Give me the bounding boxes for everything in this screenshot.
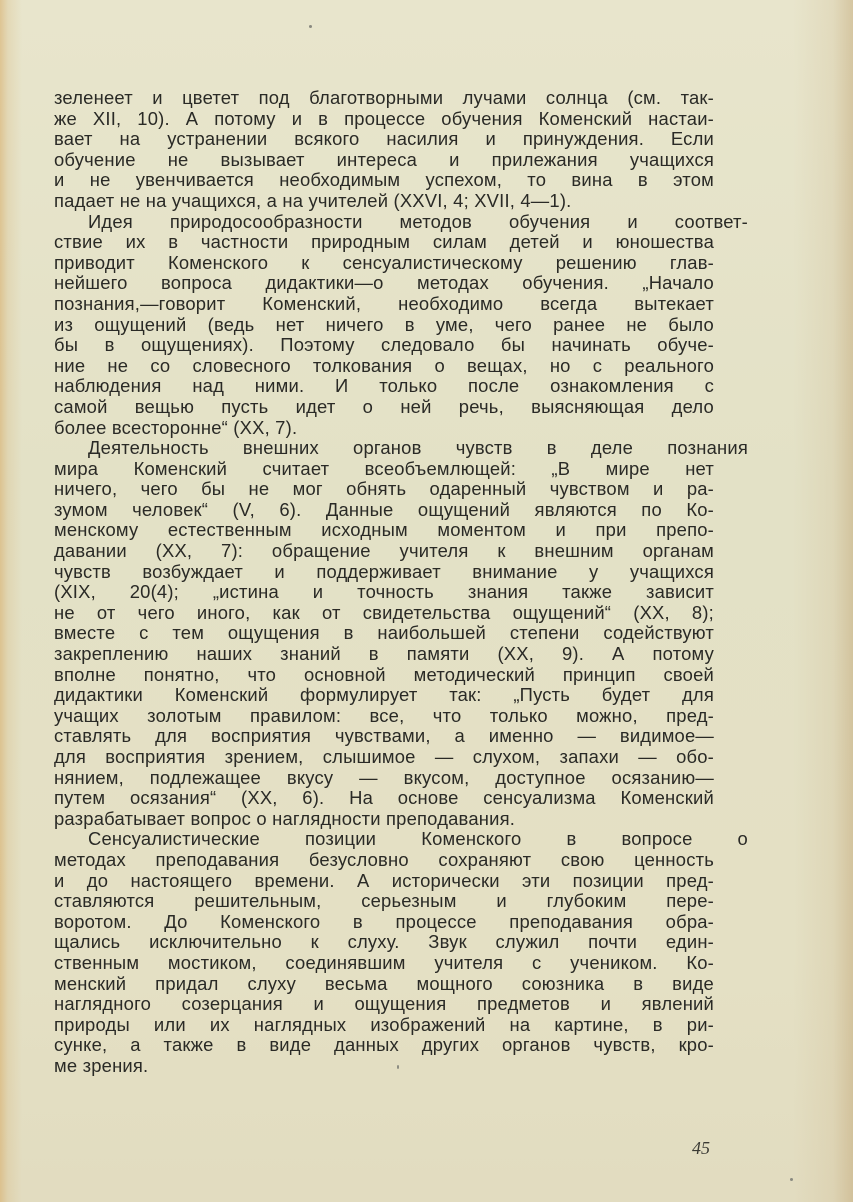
text-line: приводит Коменского к сенсуалистическому решению глав- <box>54 251 714 273</box>
text-line: менскому естественным исходным моментом и при препо- <box>54 519 714 541</box>
text-line: не от чего иного, как от свидетельства ощущений“ (XX, 8); <box>54 601 714 623</box>
text-line: ставлять для восприятия чувствами, а именно — видимое— <box>54 725 714 747</box>
text-line: менский придал слуху весьма мощного союзника в виде <box>54 972 714 994</box>
text-line: вполне понятно, что основной методический принцип своей <box>54 663 714 685</box>
text-line: чувств возбуждает и поддерживает внимание у учащихся <box>54 560 714 582</box>
text-line: воротом. До Коменского в процессе преподавания обра- <box>54 910 714 932</box>
paragraph <box>54 828 748 1076</box>
text-line: ствие их в частности природным силам детей и юношества <box>54 231 714 253</box>
text-line: для восприятия зрением, слышимое — слухом, запахи — обо- <box>54 746 714 767</box>
text-line: методах преподавания безусловно сохраняют свою ценность <box>54 848 714 870</box>
text-line: нянием, подлежащее вкусу — вкусом, доступное осязанию— <box>54 766 714 788</box>
text-line: вает на устранении всякого насилия и принуждения. Если <box>54 128 714 150</box>
text-line: давании (XX, 7): обращение учителя к внешним органам <box>54 540 714 562</box>
text-line: нейшего вопроса дидактики—о методах обучения. „Начало <box>54 272 714 294</box>
text-line: разрабатывает вопрос о наглядности преподавания. <box>54 807 516 829</box>
text-line: Деятельность внешних органов чувств в деле познания <box>88 437 748 459</box>
text-line: ничего, чего бы не мог обнять одаренный чувством и ра- <box>54 478 714 500</box>
paper-speck <box>309 25 312 28</box>
text-line: природы или их наглядных изображений на картине, в ри- <box>54 1013 714 1035</box>
text-line: щались исключительно к слуху. Звук служил почти един- <box>54 931 714 953</box>
text-line: сунке, а также в виде данных других органов чувств, кро- <box>54 1034 714 1056</box>
text-line: вместе с тем ощущения в наибольшей степени содействуют <box>54 622 714 644</box>
text-line: (XIX, 20(4); „истина и точность знания также зависит <box>54 581 714 603</box>
text-line: закреплению наших знаний в памяти (XX, 9). А потому <box>54 643 714 665</box>
page-number: 45 <box>692 1138 710 1158</box>
text-line: падает не на учащихся, а на учителей (XXVI, 4; XVII, 4—1). <box>54 189 572 211</box>
text-line: учащих золотым правилом: все, что только можно, пред- <box>54 704 714 726</box>
text-line: познания,—говорит Коменский, необходимо всегда вытекает <box>54 292 714 314</box>
text-line: Сенсуалистические позиции Коменского в вопросе о <box>88 828 748 850</box>
paragraph <box>54 437 748 829</box>
text-line: наблюдения над ними. И только после ознакомления с <box>54 375 714 397</box>
text-line: обучение не вызывает интереса и прилежания учащихся <box>54 148 714 170</box>
text-line: и до настоящего времени. А исторически эти позиции пред- <box>54 869 714 891</box>
text-line: дидактики Коменский формулирует так: „Пусть будет для <box>54 684 714 706</box>
text-line: наглядного созерцания и ощущения предметов и явлений <box>54 993 714 1015</box>
text-line: путем осязания“ (XX, 6). На основе сенсуализма Коменский <box>54 787 714 809</box>
text-line: ние не со словесного толкования о вещах, но с реального <box>54 354 714 376</box>
text-line: из ощущений (ведь нет ничего в уме, чего ранее не было <box>54 313 714 335</box>
paper-speck <box>790 1178 793 1181</box>
paragraph <box>54 210 748 439</box>
text-line: же XII, 10). А потому и в процессе обучения Коменский настаи- <box>54 107 714 129</box>
text-line: и не увенчивается необходимым успехом, то вина в этом <box>54 169 714 191</box>
text-line: мира Коменский считает всеобъемлющей: „В мире нет <box>54 457 714 479</box>
text-line: более всесторонне“ (XX, 7). <box>54 416 298 438</box>
text-line: ставляются решительным, серьезным и глубоким пере- <box>54 890 714 912</box>
text-line: ственным мостиком, соединявшим учителя с учеником. Ко- <box>54 951 714 973</box>
text-line: бы в ощущениях). Поэтому следовало бы начинать обуче- <box>54 334 714 356</box>
body-text <box>54 87 748 1077</box>
paragraph <box>54 88 714 212</box>
text-line: зумом человек“ (V, 6). Данные ощущений являются по Ко- <box>54 498 714 520</box>
text-line: Идея природосообразности методов обучения и соответ- <box>88 210 748 232</box>
text-line: ме зрения. <box>54 1054 149 1076</box>
text-line: самой вещью пусть идет о ней речь, выясняющая дело <box>54 395 714 417</box>
text-line: зеленеет и цветет под благотворными лучами солнца (см. так- <box>54 87 714 108</box>
